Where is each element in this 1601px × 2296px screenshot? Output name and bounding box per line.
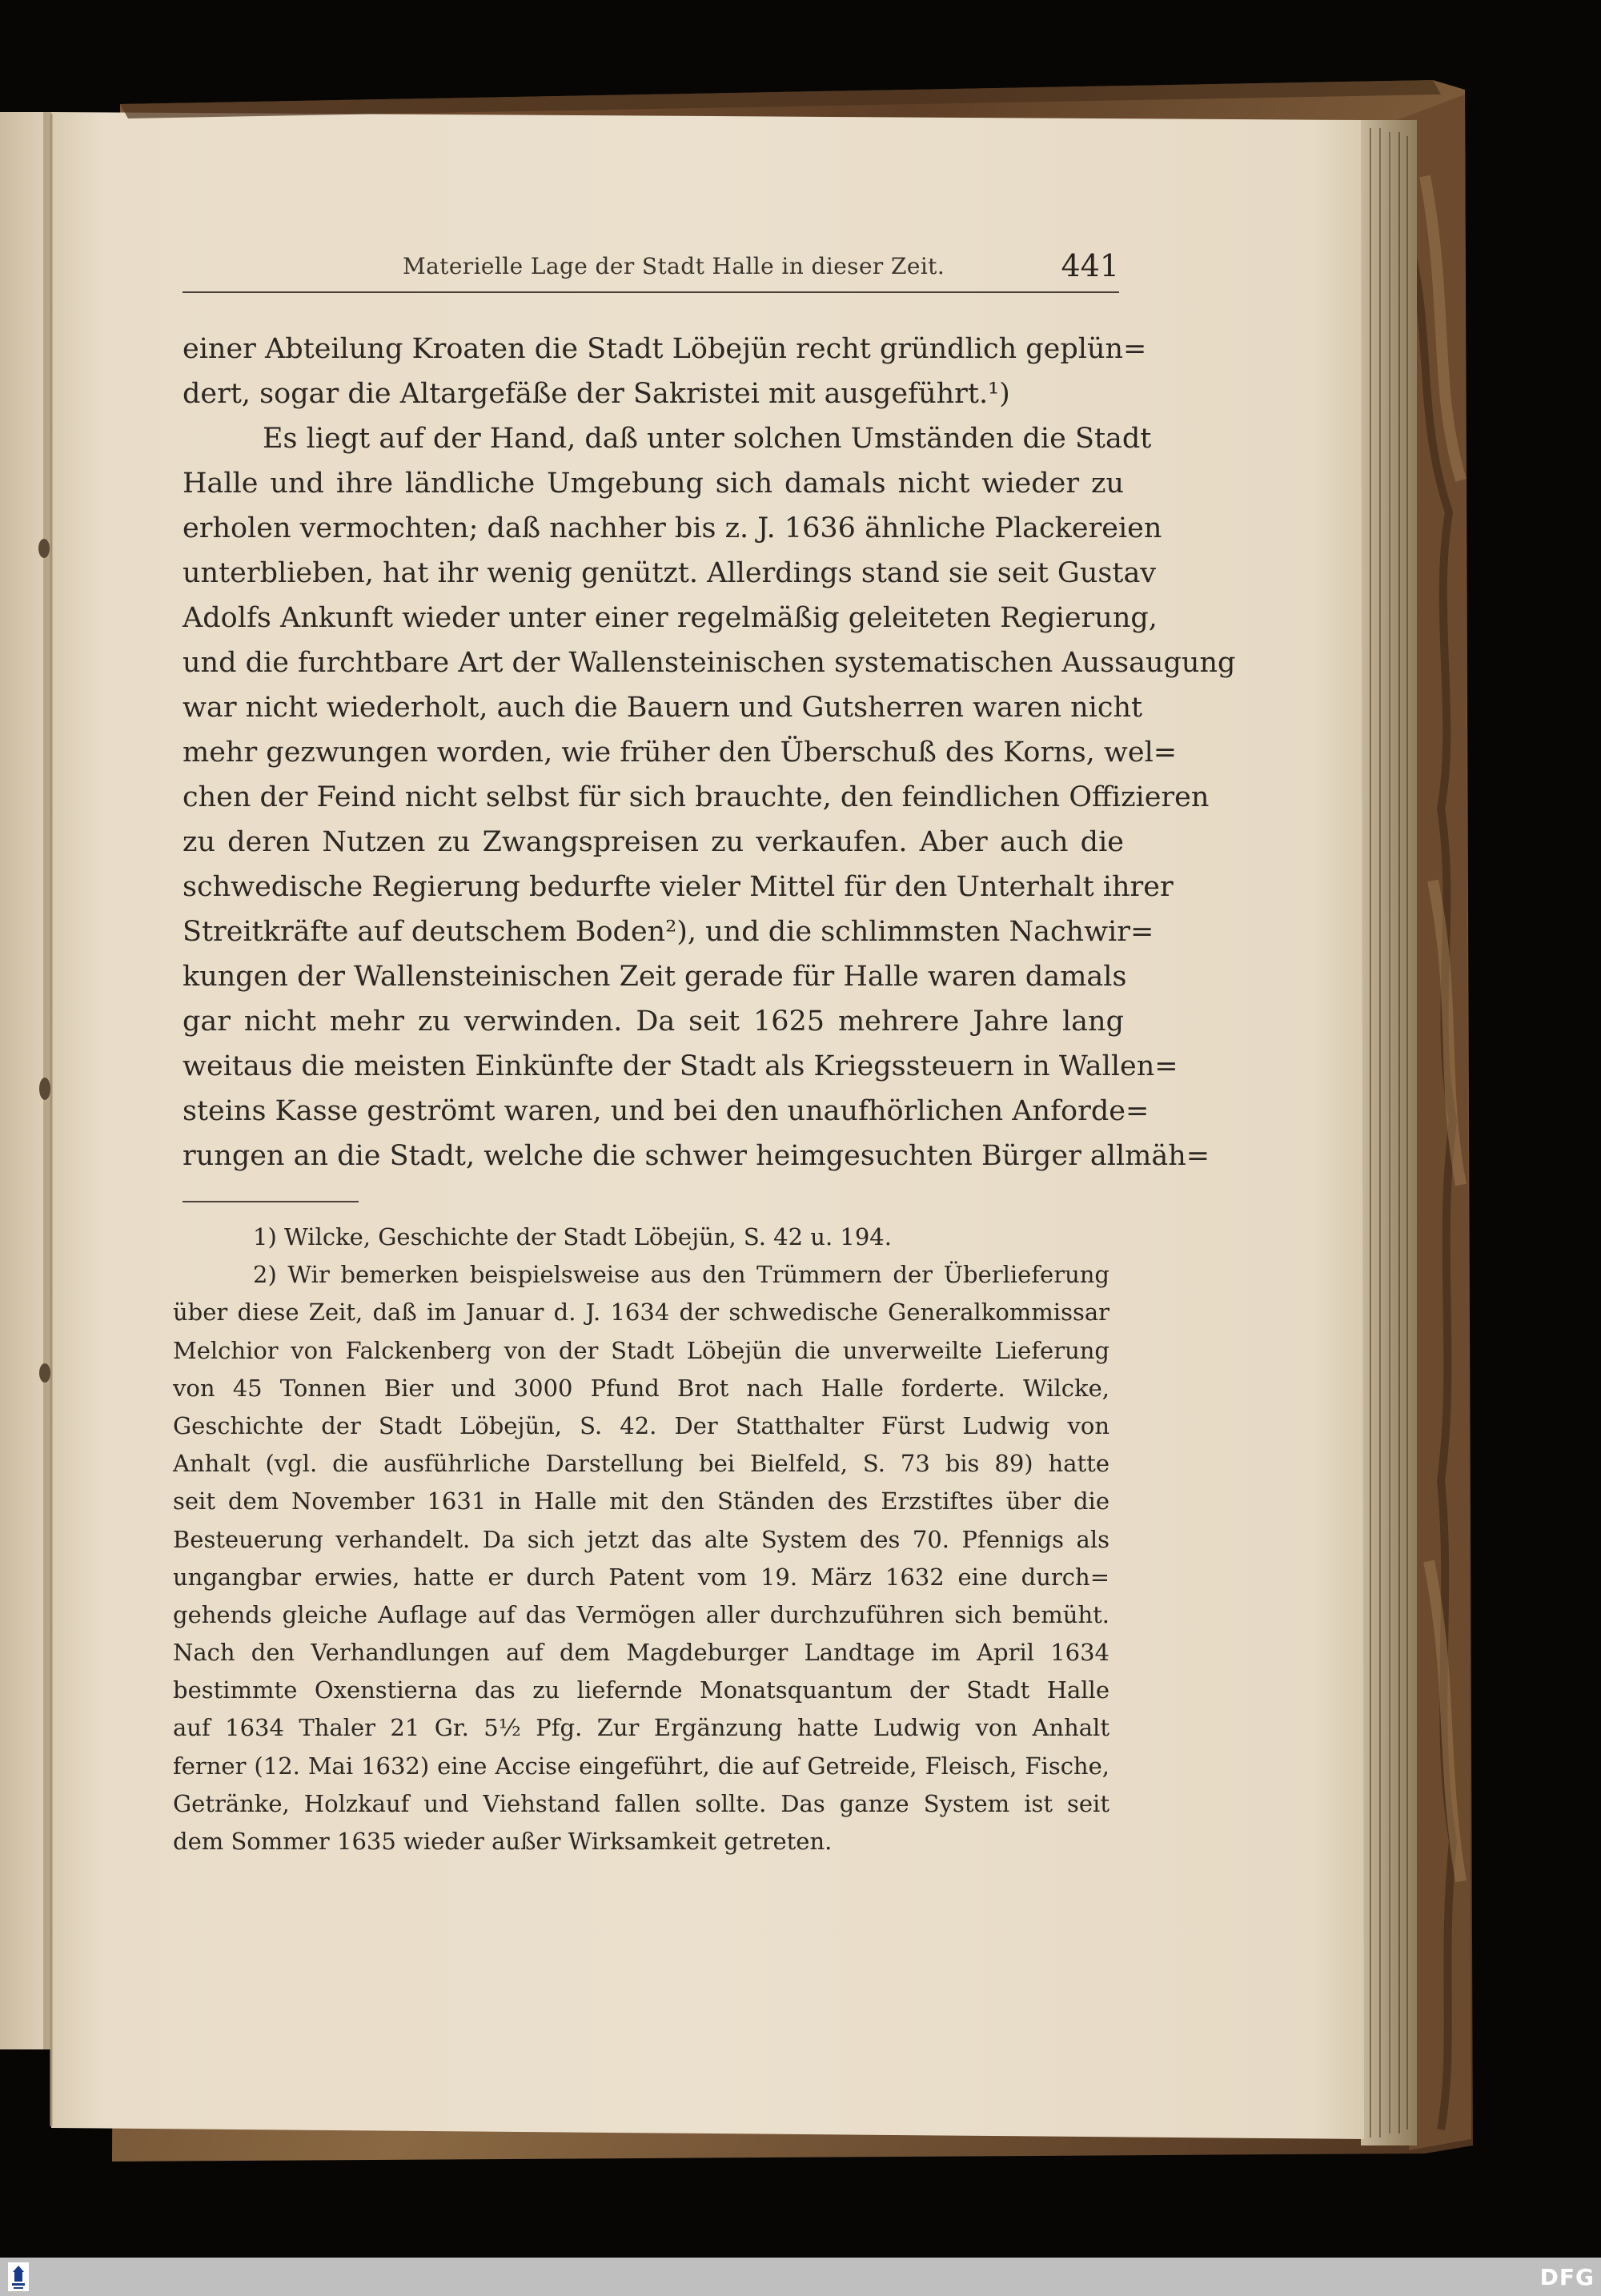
text-line: war nicht wiederholt, auch die Bauern und Gutsherren waren nicht	[183, 692, 1143, 724]
footnote-line: auf 1634 Thaler 21 Gr. 5½ Pfg. Zur Ergänzung hatte Ludwig von Anhalt	[173, 1714, 1109, 1742]
dfg-logo: DFG	[1539, 2264, 1595, 2290]
text-line: kungen der Wallensteinischen Zeit gerade für Halle waren damals	[183, 961, 1127, 993]
footnote-line: dem Sommer 1635 wieder außer Wirksamkeit getreten.	[173, 1828, 833, 1855]
footnote-line: gehends gleiche Auflage auf das Vermögen aller durchzuführen sich bemüht.	[173, 1600, 1109, 1628]
footnote-line: Geschichte der Stadt Löbejün, S. 42. Der Statthalter Fürst Ludwig von	[173, 1411, 1109, 1439]
text-line: chen der Feind nicht selbst für sich brauchte, den feindlichen Offizieren	[183, 781, 1210, 813]
footnote-line: von 45 Tonnen Bier und 3000 Pfund Brot nach Halle forderte. Wilcke,	[173, 1374, 1109, 1402]
text-line: und die furchtbare Art der Wallensteinischen systematischen Aussaugung	[183, 647, 1236, 679]
text-line: dert, sogar die Altargefäße der Sakristei mit ausgeführt.¹)	[183, 378, 1010, 410]
footnotes	[173, 1218, 1109, 1860]
viewer-footer-bar	[0, 2258, 1601, 2296]
text-line: Es liegt auf der Hand, daß unter solchen Umständen die Stadt	[263, 423, 1152, 455]
text-line: Adolfs Ankunft wieder unter einer regelmäßig geleiteten Regierung,	[183, 602, 1158, 634]
footnote-line: seit dem November 1631 in Halle mit den Ständen des Erzstiftes über die	[173, 1487, 1109, 1515]
footnote-line: Getränke, Holzkauf und Viehstand fallen sollte. Das ganze System ist seit	[173, 1789, 1109, 1817]
text-line: gar nicht mehr zu verwinden. Da seit 1625 mehrere Jahre lang	[183, 1006, 1124, 1038]
footnote-line: Besteuerung verhandelt. Da sich jetzt das alte System des 70. Pfennigs als	[173, 1525, 1109, 1553]
text-line: weitaus die meisten Einkünfte der Stadt als Kriegssteuern in Wallen=	[183, 1050, 1178, 1082]
footnote-line: ungangbar erwies, hatte er durch Patent vom 19. März 1632 eine durch=	[173, 1563, 1109, 1591]
text-line: erholen vermochten; daß nachher bis z. J. 1636 ähnliche Plackereien	[183, 512, 1162, 544]
text-line: Halle und ihre ländliche Umgebung sich damals nicht wieder zu	[183, 468, 1124, 500]
page-number: 441	[1061, 248, 1119, 283]
footnote-rule	[183, 1201, 359, 1202]
text-line: schwedische Regierung bedurfte vieler Mittel für den Unterhalt ihrer	[183, 871, 1174, 903]
text-line: rungen an die Stadt, welche die schwer heimgesuchten Bürger allmäh=	[183, 1140, 1210, 1172]
text-line: mehr gezwungen worden, wie früher den Überschuß des Korns, wel=	[183, 737, 1178, 769]
main-text	[183, 327, 1236, 1178]
header-rule	[183, 291, 1119, 293]
footnote-line: bestimmte Oxenstierna das zu liefernde Monatsquantum der Stadt Halle	[173, 1676, 1109, 1704]
library-logo-icon	[8, 2262, 29, 2291]
footnote-line: Melchior von Falckenberg von der Stadt Löbejün die unverweilte Lieferung	[173, 1336, 1109, 1364]
text-line: unterblieben, hat ihr wenig genützt. Allerdings stand sie seit Gustav	[183, 557, 1157, 589]
running-title: Materielle Lage der Stadt Halle in dieser Zeit.	[403, 253, 945, 279]
footnote-line: 2) Wir bemerken beispielsweise aus den Trümmern der Überlieferung	[253, 1261, 1109, 1289]
text-line: steins Kasse geströmt waren, und bei den unaufhörlichen Anforde=	[183, 1095, 1150, 1127]
page-header	[183, 250, 1119, 290]
footnote-line: Nach den Verhandlungen auf dem Magdeburger Landtage im April 1634	[173, 1639, 1109, 1667]
footnote-line: 1) Wilcke, Geschichte der Stadt Löbejün, S. 42 u. 194.	[253, 1223, 892, 1250]
text-line: Streitkräfte auf deutschem Boden²), und die schlimmsten Nachwir=	[183, 916, 1154, 948]
footnote-line: ferner (12. Mai 1632) eine Accise eingeführt, die auf Getreide, Fleisch, Fische,	[173, 1752, 1109, 1780]
footnote-line: über diese Zeit, daß im Januar d. J. 1634 der schwedische Generalkommissar	[173, 1299, 1109, 1327]
text-line: zu deren Nutzen zu Zwangspreisen zu verkaufen. Aber auch die	[183, 826, 1124, 858]
text-line: einer Abteilung Kroaten die Stadt Löbejün recht gründlich geplün=	[183, 333, 1147, 365]
footnote-line: Anhalt (vgl. die ausführliche Darstellung bei Bielfeld, S. 73 bis 89) hatte	[173, 1450, 1109, 1478]
